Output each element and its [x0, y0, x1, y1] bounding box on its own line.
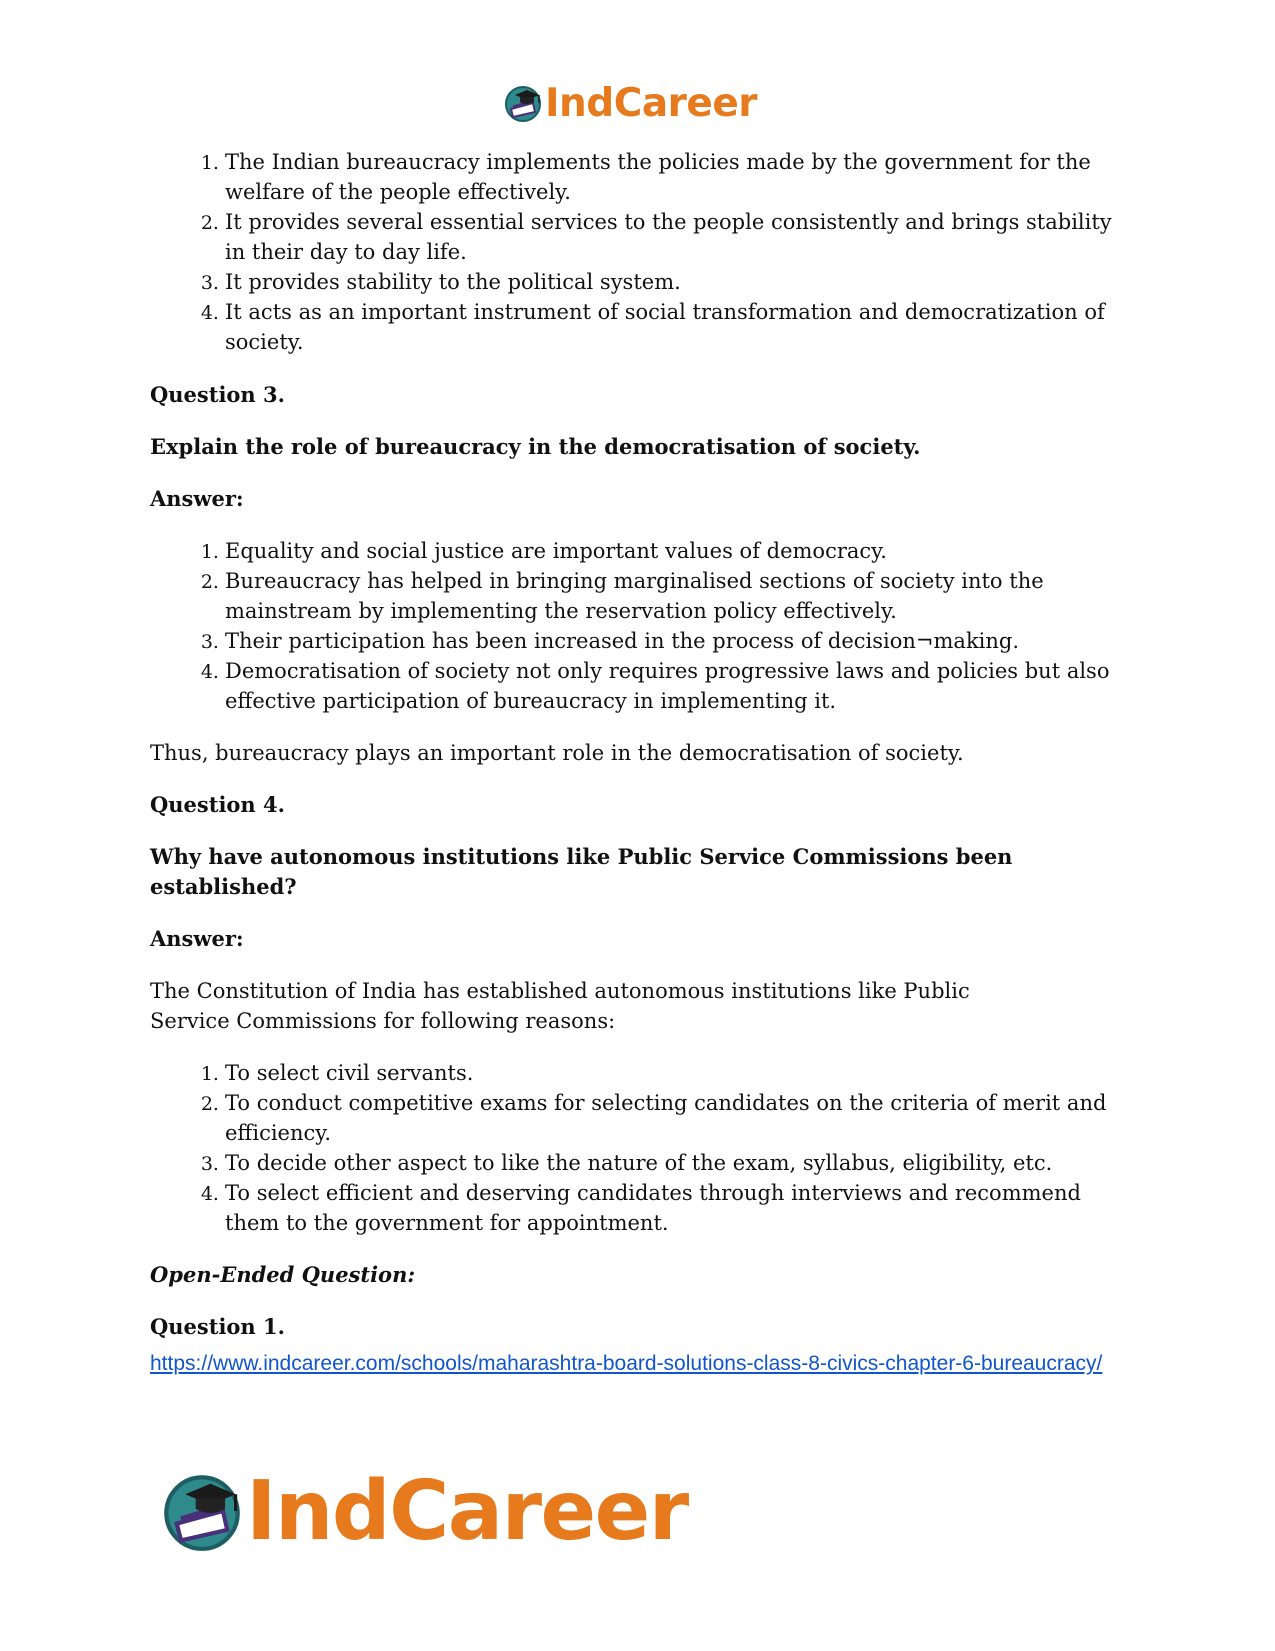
- question-4-label: Question 4.: [150, 792, 285, 817]
- open-ended-heading: Open-Ended Question:: [150, 1262, 416, 1287]
- question-4-intro: The Constitution of India has established autonomous institutions like Public Service Commissions for following reasons:: [150, 979, 970, 1033]
- list-item: 3. Their participation has been increased in the process of decision¬making.: [225, 626, 1130, 656]
- question-3-answer-label: Answer:: [150, 486, 244, 511]
- question-4-text: Why have autonomous institutions like Public Service Commissions been established?: [150, 844, 1013, 899]
- list-item: 2. To conduct competitive exams for selecting candidates on the criteria of merit and efficiency.: [225, 1088, 1130, 1148]
- question-3-points: [150, 536, 1130, 716]
- source-url-link[interactable]: https://www.indcareer.com/schools/maharashtra-board-solutions-class-8-civics-chapter-6-bureaucracy/: [150, 1352, 1103, 1375]
- question-3-label: Question 3.: [150, 382, 285, 407]
- open-ended-question-1-label: Question 1.: [150, 1314, 285, 1339]
- list-item: 3. It provides stability to the political system.: [225, 267, 1130, 297]
- question-3-text: Explain the role of bureaucracy in the democratisation of society.: [150, 434, 921, 459]
- list-item: 4. Democratisation of society not only requires progressive laws and policies but also effective participation of bureaucracy in implementing it.: [225, 656, 1130, 716]
- list-item: 2. Bureaucracy has helped in bringing marginalised sections of society into the mainstream by implementing the reservation policy effectively.: [225, 566, 1130, 626]
- list-item: 2. It provides several essential services to the people consistently and brings stability in their day to day life.: [225, 207, 1130, 267]
- question-4-points: [150, 1058, 1130, 1238]
- list-top: [150, 147, 1130, 357]
- header-logo: [503, 80, 757, 126]
- question-3-conclusion: Thus, bureaucracy plays an important role in the democratisation of society.: [150, 741, 964, 765]
- list-item: 4. It acts as an important instrument of social transformation and democratization of society.: [225, 297, 1130, 357]
- document-body: [150, 147, 1130, 1382]
- list-item: 3. To decide other aspect to like the nature of the exam, syllabus, eligibility, etc.: [225, 1148, 1130, 1178]
- list-item: 1. The Indian bureaucracy implements the policies made by the government for the welfare of the people effectively.: [225, 147, 1130, 207]
- footer-logo: [160, 1463, 688, 1559]
- graduation-cap-book-globe-icon: [503, 83, 543, 123]
- question-4-answer-label: Answer:: [150, 926, 244, 951]
- logo-text: IndCareer: [246, 1463, 688, 1559]
- list-item: 4. To select efficient and deserving candidates through interviews and recommend them to the government for appointment.: [225, 1178, 1130, 1238]
- graduation-cap-book-globe-icon: [160, 1469, 244, 1553]
- list-item: 1. To select civil servants.: [225, 1058, 1130, 1088]
- logo-text: IndCareer: [545, 80, 757, 126]
- list-item: 1. Equality and social justice are important values of democracy.: [225, 536, 1130, 566]
